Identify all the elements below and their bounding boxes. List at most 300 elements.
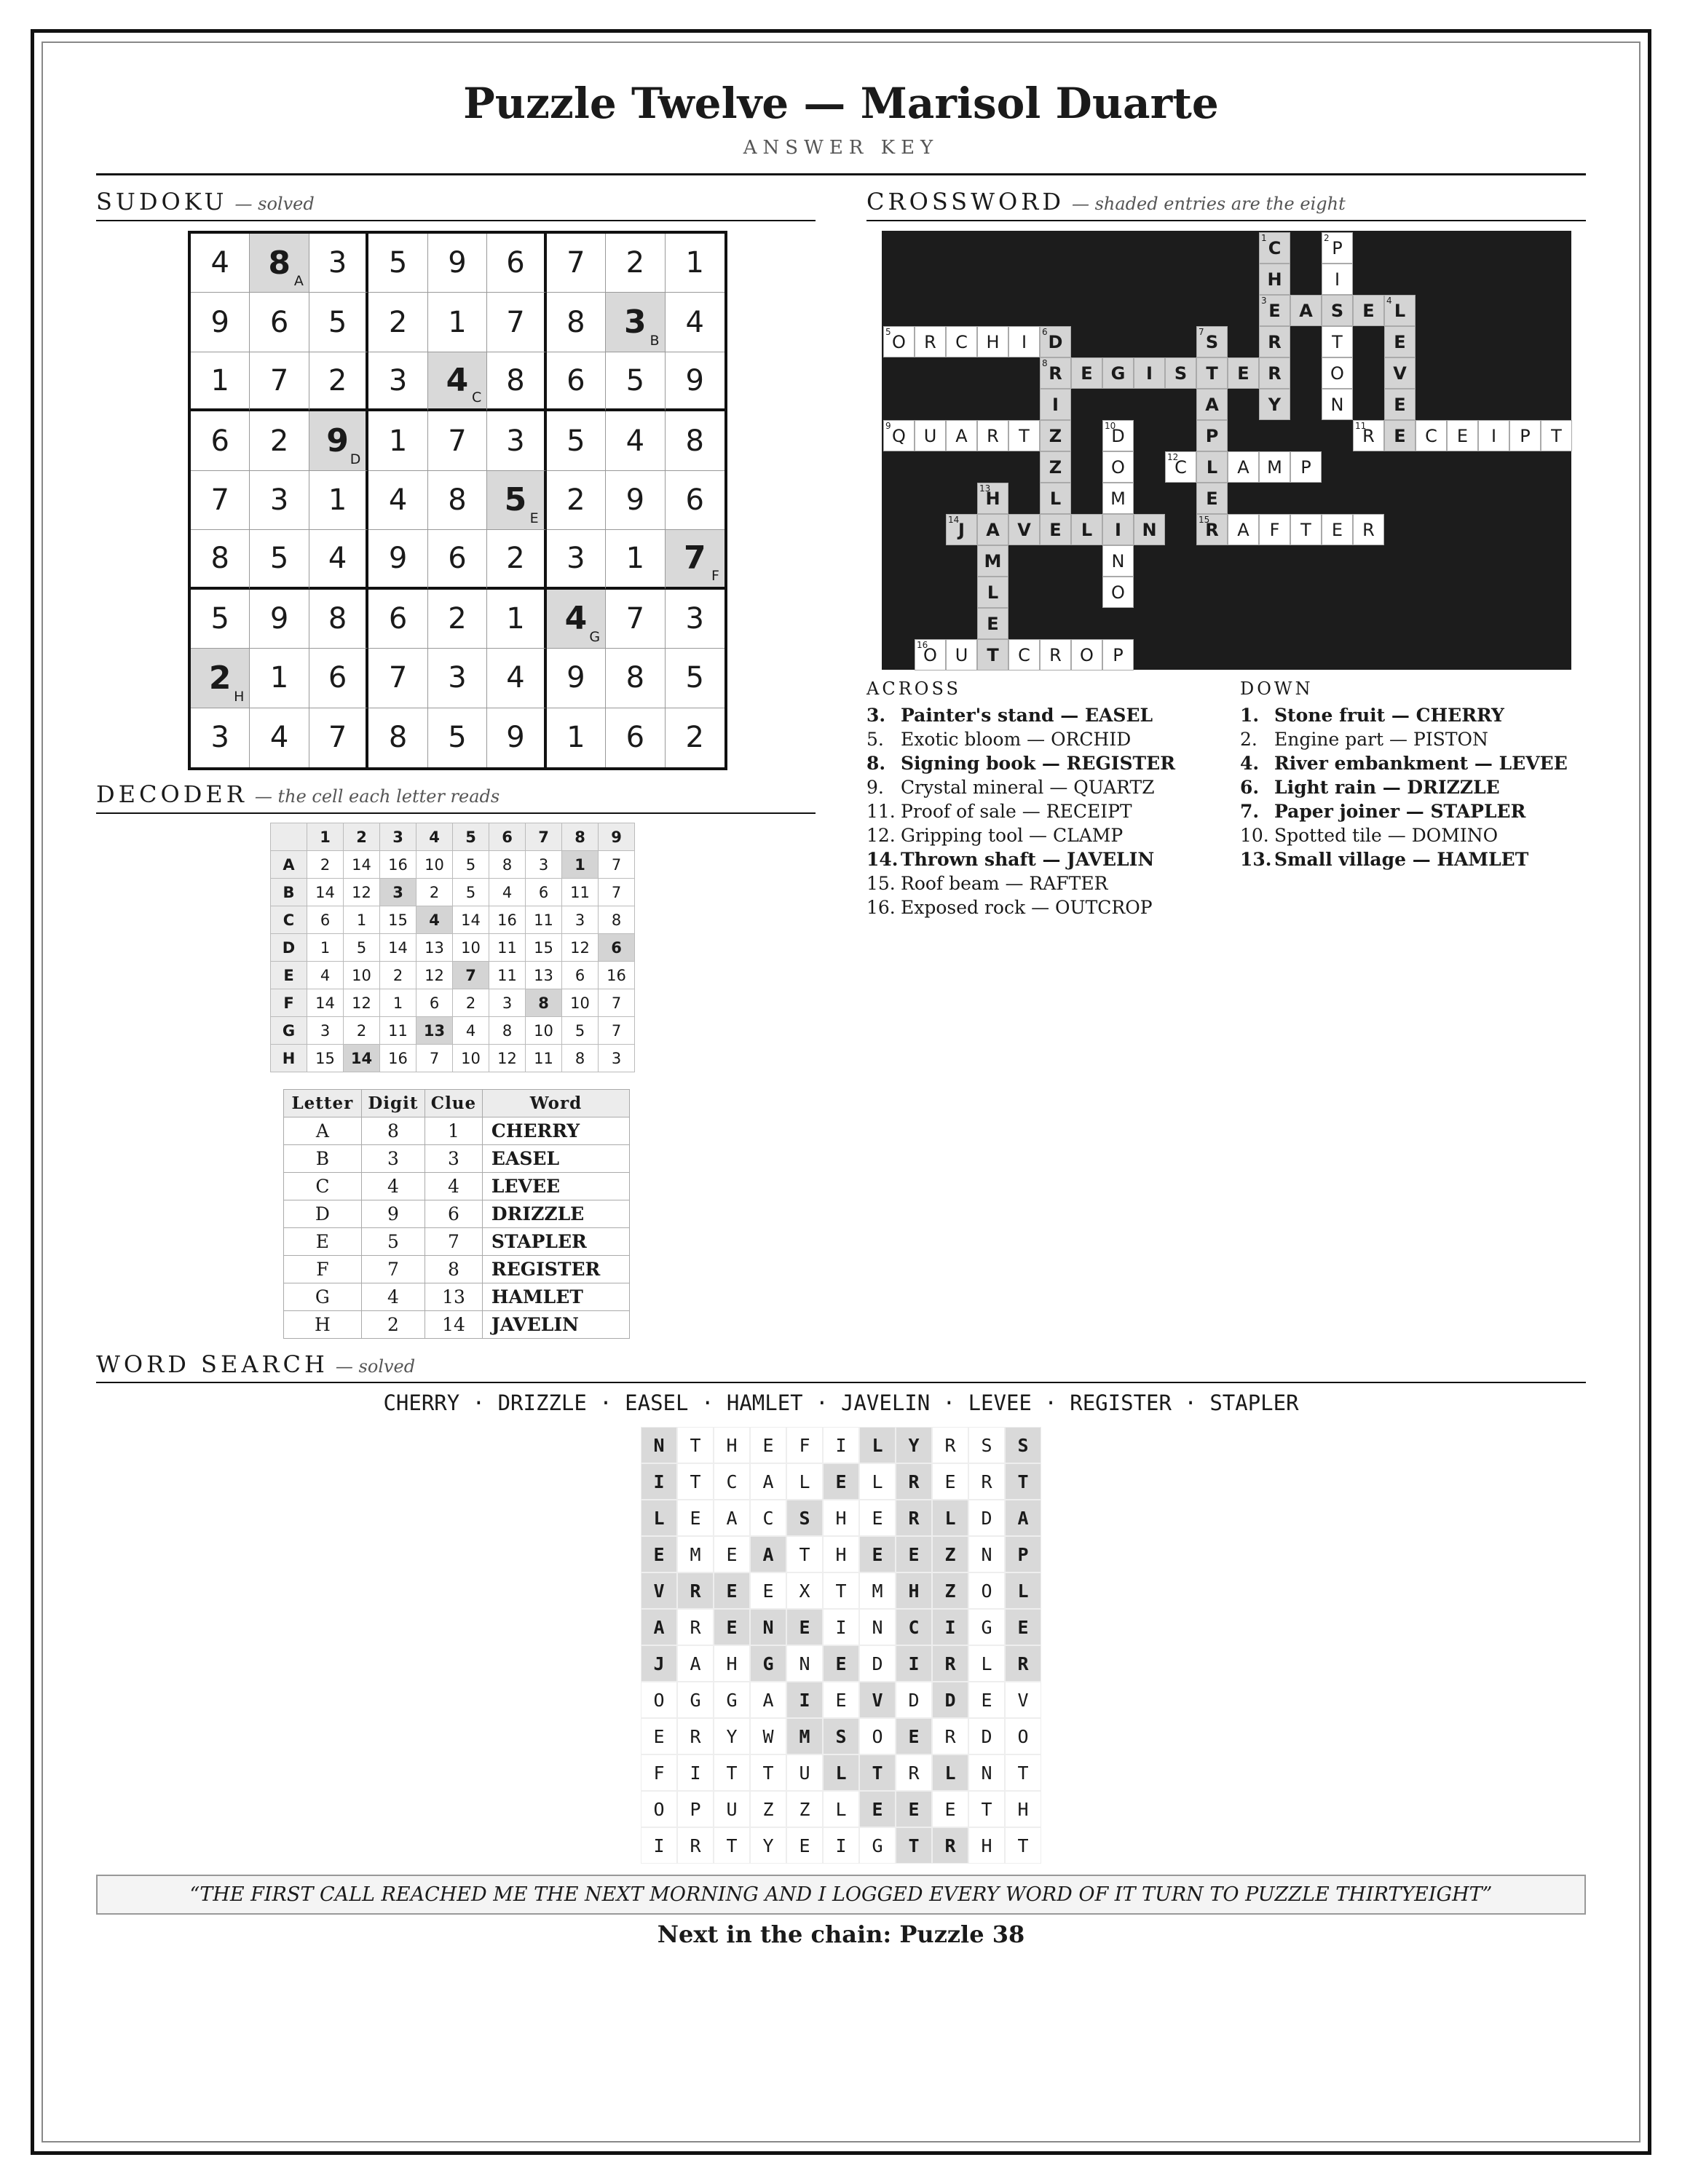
sudoku-cell bbox=[487, 708, 546, 767]
sudoku-cell bbox=[666, 293, 724, 352]
decoder-cell: 4 bbox=[307, 962, 344, 989]
crossword-letter: P bbox=[1332, 237, 1343, 258]
sudoku-digit: 4 bbox=[388, 483, 408, 517]
sudoku-letter: H bbox=[234, 688, 245, 705]
wordsearch-cell: I bbox=[823, 1827, 859, 1864]
crossword-letter: N bbox=[1330, 394, 1344, 415]
sudoku-cell bbox=[250, 530, 309, 589]
wordsearch-cell: V bbox=[859, 1682, 896, 1718]
sudoku-cell bbox=[191, 411, 250, 470]
wordsearch-cell: A bbox=[714, 1500, 750, 1536]
crossword-letter: D bbox=[1111, 425, 1125, 446]
sudoku-cell bbox=[547, 293, 606, 352]
wordsearch-cell: R bbox=[932, 1827, 968, 1864]
crossword-letter: R bbox=[1268, 363, 1282, 384]
decoder-cell: 12 bbox=[416, 962, 453, 989]
decoder-row bbox=[271, 934, 635, 962]
wordsearch-cell: C bbox=[750, 1500, 786, 1536]
crossword-cell bbox=[1102, 514, 1134, 545]
decoder-cell: 3 bbox=[307, 1017, 344, 1045]
decoder-cell: 3 bbox=[489, 989, 526, 1017]
crossword-cell bbox=[1040, 451, 1071, 483]
crossword-letter: A bbox=[1237, 519, 1249, 540]
wordsearch-cell: A bbox=[750, 1536, 786, 1572]
sudoku-cell bbox=[309, 530, 368, 589]
wordsearch-cell: D bbox=[932, 1682, 968, 1718]
wordsearch-cell: T bbox=[750, 1754, 786, 1791]
sudoku-cell bbox=[606, 708, 665, 767]
sudoku-digit: 2 bbox=[566, 483, 585, 517]
key-row bbox=[284, 1200, 630, 1228]
crossword-number: 14 bbox=[948, 515, 960, 525]
key-cell: H bbox=[284, 1311, 362, 1339]
decoder-cell: 8 bbox=[562, 1045, 599, 1072]
sudoku-cell bbox=[547, 530, 606, 589]
sudoku-digit: 2 bbox=[269, 424, 289, 458]
wordsearch-cell: R bbox=[677, 1827, 714, 1864]
wordsearch-cell: L bbox=[968, 1645, 1005, 1682]
sudoku-cell bbox=[250, 352, 309, 411]
wordsearch-cell: T bbox=[786, 1536, 823, 1572]
sudoku-letter: B bbox=[649, 332, 660, 349]
crossword-letter: I bbox=[1115, 519, 1121, 540]
wordsearch-cell: H bbox=[823, 1500, 859, 1536]
wordsearch-cell: O bbox=[968, 1572, 1005, 1609]
crossword-number: 9 bbox=[885, 421, 891, 431]
crossword-number: 1 bbox=[1261, 233, 1267, 243]
crossword-cell bbox=[1259, 389, 1290, 420]
sudoku-digit: 4 bbox=[685, 305, 704, 339]
wordsearch-cell: T bbox=[823, 1572, 859, 1609]
crossword-heading-text: CROSSWORD bbox=[866, 188, 1065, 215]
wordsearch-cell: D bbox=[968, 1718, 1005, 1754]
wordsearch-cell: E bbox=[896, 1791, 932, 1827]
crossword-letter: H bbox=[985, 488, 1000, 509]
decoder-row-label: D bbox=[271, 934, 307, 962]
decoder-cell: 16 bbox=[380, 851, 416, 879]
sudoku-cell bbox=[428, 471, 487, 530]
wordsearch-cell: E bbox=[823, 1682, 859, 1718]
crossword-cell bbox=[1102, 545, 1134, 577]
key-cell: B bbox=[284, 1145, 362, 1173]
crossword-letter: V bbox=[1017, 519, 1031, 540]
sudoku-cell bbox=[368, 411, 427, 470]
crossword-cell bbox=[1071, 357, 1102, 389]
crossword-cell bbox=[1259, 232, 1290, 264]
decoder-cell: 12 bbox=[344, 989, 380, 1017]
crossword-letter: O bbox=[1080, 644, 1094, 665]
clue-text: Light rain — DRIZZLE bbox=[1274, 777, 1500, 798]
decoder-cell: 5 bbox=[453, 879, 489, 906]
decoder-cell: 13 bbox=[416, 934, 453, 962]
crossword-letter: S bbox=[1174, 363, 1188, 384]
crossword-cell bbox=[946, 639, 977, 670]
sudoku-cell bbox=[250, 649, 309, 708]
decoder-row bbox=[271, 989, 635, 1017]
wordsearch-note: — solved bbox=[335, 1356, 416, 1377]
sudoku-grid bbox=[188, 231, 727, 770]
sudoku-cell bbox=[191, 708, 250, 767]
wordsearch-cell: E bbox=[714, 1572, 750, 1609]
crossword-letter: E bbox=[1331, 519, 1343, 540]
sudoku-cell bbox=[666, 530, 724, 589]
wordsearch-cell: E bbox=[932, 1791, 968, 1827]
sudoku-digit: 5 bbox=[566, 424, 585, 458]
key-cell: LEVEE bbox=[482, 1173, 629, 1200]
clue-item bbox=[1240, 777, 1500, 798]
decoder-cell: 8 bbox=[526, 989, 562, 1017]
sudoku-letter: A bbox=[293, 273, 304, 290]
sudoku-digit: 7 bbox=[448, 424, 467, 458]
crossword-letter: I bbox=[1334, 269, 1341, 290]
wordsearch-cell: R bbox=[968, 1463, 1005, 1500]
decoder-cell: 15 bbox=[307, 1045, 344, 1072]
crossword-letter: E bbox=[1206, 488, 1218, 509]
crossword-letter: C bbox=[1425, 425, 1437, 446]
word-list: CHERRY · DRIZZLE · EASEL · HAMLET · JAVELIN · LEVEE · REGISTER · STAPLER bbox=[383, 1390, 1299, 1415]
crossword-cell bbox=[1008, 420, 1040, 451]
wordsearch-cell: A bbox=[1005, 1500, 1041, 1536]
sudoku-cell bbox=[191, 590, 250, 649]
crossword-cell bbox=[1102, 483, 1134, 514]
clue-number: 11. bbox=[866, 801, 896, 822]
sudoku-cell bbox=[547, 411, 606, 470]
wordsearch-cell: E bbox=[750, 1572, 786, 1609]
decoder-rule bbox=[96, 812, 816, 814]
crossword-letter: M bbox=[1267, 456, 1282, 478]
clue-item bbox=[866, 897, 1153, 918]
clue-text: Small village — HAMLET bbox=[1274, 849, 1529, 870]
crossword-cell bbox=[1071, 514, 1102, 545]
decoder-col-header: 2 bbox=[344, 823, 380, 851]
crossword-letter: Z bbox=[1049, 425, 1062, 446]
crossword-cell bbox=[915, 420, 946, 451]
crossword-cell bbox=[1353, 295, 1384, 326]
sudoku-digit: 3 bbox=[448, 661, 467, 695]
clue-text: Stone fruit — CHERRY bbox=[1274, 705, 1504, 726]
wordsearch-cell: V bbox=[641, 1572, 677, 1609]
wordsearch-cell: I bbox=[786, 1682, 823, 1718]
decoder-col-header: 7 bbox=[526, 823, 562, 851]
sudoku-cell bbox=[487, 649, 546, 708]
sudoku-digit: 4 bbox=[210, 246, 229, 280]
decoder-cell: 10 bbox=[344, 962, 380, 989]
clue-number: 15. bbox=[866, 873, 896, 894]
sudoku-cell bbox=[250, 293, 309, 352]
crossword-letter: T bbox=[1300, 519, 1311, 540]
decoder-cell: 2 bbox=[453, 989, 489, 1017]
decoder-row-label: B bbox=[271, 879, 307, 906]
clue-item bbox=[1240, 849, 1528, 870]
decoder-cell: 3 bbox=[599, 1045, 635, 1072]
sudoku-cell bbox=[309, 352, 368, 411]
decoder-cell: 8 bbox=[489, 1017, 526, 1045]
sudoku-digit: 4 bbox=[564, 600, 588, 638]
key-table bbox=[283, 1089, 630, 1339]
sudoku-digit: 3 bbox=[506, 424, 525, 458]
sudoku-cell bbox=[368, 590, 427, 649]
crossword-letter: A bbox=[986, 519, 1000, 540]
clue-item bbox=[866, 825, 1123, 846]
crossword-cell bbox=[1322, 326, 1353, 357]
crossword-letter: T bbox=[1551, 425, 1562, 446]
sudoku-digit: 9 bbox=[506, 721, 525, 755]
key-cell: 9 bbox=[361, 1200, 425, 1228]
wordsearch-cell: E bbox=[786, 1827, 823, 1864]
clue-text: Exotic bloom — ORCHID bbox=[901, 729, 1132, 750]
crossword-cell bbox=[1008, 326, 1040, 357]
decoder-cell: 14 bbox=[344, 851, 380, 879]
wordsearch-cell: J bbox=[641, 1645, 677, 1682]
crossword-cell bbox=[1259, 514, 1290, 545]
crossword-cell bbox=[1134, 357, 1165, 389]
sudoku-cell bbox=[606, 293, 665, 352]
sudoku-cell bbox=[250, 234, 309, 293]
decoder-cell: 11 bbox=[562, 879, 599, 906]
crossword-letter: T bbox=[1019, 425, 1030, 446]
sudoku-digit: 8 bbox=[625, 661, 645, 695]
wordsearch-cell: T bbox=[714, 1827, 750, 1864]
crossword-number: 10 bbox=[1105, 421, 1116, 431]
sudoku-digit: 2 bbox=[208, 659, 232, 697]
decoder-header-row bbox=[271, 823, 635, 851]
sudoku-cell bbox=[191, 530, 250, 589]
key-row bbox=[284, 1311, 630, 1339]
wordsearch-cell: T bbox=[896, 1827, 932, 1864]
decoder-cell: 7 bbox=[416, 1045, 453, 1072]
wordsearch-cell: V bbox=[1005, 1682, 1041, 1718]
wordsearch-cell: E bbox=[859, 1791, 896, 1827]
sudoku-digit: 1 bbox=[625, 541, 645, 575]
wordsearch-cell: Z bbox=[750, 1791, 786, 1827]
sudoku-letter: C bbox=[471, 389, 482, 406]
decoder-cell: 12 bbox=[562, 934, 599, 962]
sudoku-digit: 9 bbox=[326, 422, 349, 460]
decoder-cell: 11 bbox=[489, 962, 526, 989]
sudoku-cell bbox=[547, 471, 606, 530]
wordsearch-cell: H bbox=[896, 1572, 932, 1609]
crossword-cell bbox=[1040, 420, 1071, 451]
crossword-cell bbox=[1040, 639, 1071, 670]
sudoku-cell bbox=[428, 708, 487, 767]
crossword-cell bbox=[915, 639, 946, 670]
sudoku-digit: 2 bbox=[328, 363, 347, 397]
sudoku-digit: 4 bbox=[625, 424, 645, 458]
sudoku-note: — solved bbox=[234, 194, 315, 214]
sudoku-cell bbox=[309, 411, 368, 470]
decoder-col-header: 5 bbox=[453, 823, 489, 851]
decoder-cell: 14 bbox=[344, 1045, 380, 1072]
crossword-cell bbox=[1008, 514, 1040, 545]
wordsearch-cell: O bbox=[859, 1718, 896, 1754]
crossword-cell bbox=[977, 577, 1008, 608]
clue-number: 13. bbox=[1240, 849, 1272, 870]
decoder-row bbox=[271, 962, 635, 989]
decoder-row-label: E bbox=[271, 962, 307, 989]
decoder-cell: 6 bbox=[599, 934, 635, 962]
crossword-cell bbox=[1322, 264, 1353, 295]
page-title: Puzzle Twelve — Marisol Duarte bbox=[463, 79, 1219, 128]
sudoku-digit: 6 bbox=[685, 483, 704, 517]
crossword-cell bbox=[1196, 357, 1228, 389]
page-subtitle: ANSWER KEY bbox=[743, 137, 939, 159]
key-cell: D bbox=[284, 1200, 362, 1228]
decoder-cell: 8 bbox=[599, 906, 635, 934]
wordsearch-heading bbox=[96, 1350, 415, 1378]
key-cell: 14 bbox=[425, 1311, 483, 1339]
sudoku-cell bbox=[428, 293, 487, 352]
crossword-letter: T bbox=[1206, 363, 1218, 384]
sudoku-digit: 8 bbox=[566, 305, 585, 339]
crossword-letter: E bbox=[987, 613, 999, 634]
sudoku-cell bbox=[547, 352, 606, 411]
sudoku-cell bbox=[606, 352, 665, 411]
key-cell: 4 bbox=[361, 1173, 425, 1200]
sudoku-cell bbox=[487, 530, 546, 589]
sudoku-cell bbox=[368, 234, 427, 293]
sudoku-digit: 6 bbox=[625, 721, 645, 755]
sudoku-cell bbox=[191, 293, 250, 352]
wordsearch-cell: L bbox=[641, 1500, 677, 1536]
sudoku-digit: 9 bbox=[685, 363, 704, 397]
sudoku-cell bbox=[368, 293, 427, 352]
key-cell: 8 bbox=[361, 1117, 425, 1145]
crossword-letter: O bbox=[923, 644, 937, 665]
decoder-col-header: 9 bbox=[599, 823, 635, 851]
sudoku-digit: 2 bbox=[448, 601, 467, 636]
crossword-letter: U bbox=[923, 425, 937, 446]
crossword-letter: A bbox=[1205, 394, 1219, 415]
sudoku-digit: 8 bbox=[210, 541, 229, 575]
sudoku-digit: 9 bbox=[566, 661, 585, 695]
decoder-cell: 2 bbox=[344, 1017, 380, 1045]
sudoku-cell bbox=[428, 590, 487, 649]
crossword-letter: N bbox=[1111, 550, 1125, 571]
wordsearch-cell: S bbox=[823, 1718, 859, 1754]
wordsearch-cell: A bbox=[677, 1645, 714, 1682]
sudoku-digit: 3 bbox=[328, 246, 347, 280]
decoder-row-label: A bbox=[271, 851, 307, 879]
crossword-letter: R bbox=[1049, 363, 1062, 384]
sudoku-cell bbox=[191, 352, 250, 411]
sudoku-letter: E bbox=[529, 510, 539, 527]
sudoku-digit: 1 bbox=[685, 246, 704, 280]
crossword-letter: C bbox=[1268, 237, 1282, 258]
sudoku-digit: 3 bbox=[685, 601, 704, 636]
key-cell: 3 bbox=[425, 1145, 483, 1173]
decoder-cell: 10 bbox=[416, 851, 453, 879]
sudoku-digit: 7 bbox=[328, 721, 347, 755]
sudoku-cell bbox=[428, 649, 487, 708]
crossword-letter: R bbox=[1362, 519, 1375, 540]
wordsearch-cell: S bbox=[968, 1427, 1005, 1463]
crossword-letter: L bbox=[1394, 300, 1406, 321]
crossword-cell bbox=[1541, 420, 1572, 451]
crossword-number: 5 bbox=[885, 327, 891, 337]
decoder-cell: 5 bbox=[562, 1017, 599, 1045]
sudoku-digit: 1 bbox=[506, 601, 525, 636]
crossword-letter: E bbox=[1362, 300, 1375, 321]
wordsearch-cell: O bbox=[641, 1791, 677, 1827]
decoder-cell: 5 bbox=[453, 851, 489, 879]
clue-item bbox=[866, 777, 1155, 798]
wordsearch-cell: E bbox=[714, 1536, 750, 1572]
wordsearch-cell: H bbox=[714, 1427, 750, 1463]
crossword-cell bbox=[1322, 295, 1353, 326]
wordsearch-cell: F bbox=[786, 1427, 823, 1463]
wordsearch-cell: M bbox=[786, 1718, 823, 1754]
clue-item bbox=[866, 849, 1154, 870]
decoder-cell: 10 bbox=[453, 1045, 489, 1072]
decoder-cell: 13 bbox=[526, 962, 562, 989]
crossword-cell bbox=[1071, 639, 1102, 670]
clue-text: Spotted tile — DOMINO bbox=[1274, 825, 1499, 846]
crossword-cell bbox=[1040, 389, 1071, 420]
decoder-row bbox=[271, 879, 635, 906]
key-cell: 7 bbox=[425, 1228, 483, 1256]
crossword-letter: C bbox=[1018, 644, 1030, 665]
sudoku-digit: 6 bbox=[269, 305, 289, 339]
sudoku-digit: 4 bbox=[328, 541, 347, 575]
wordsearch-cell: N bbox=[968, 1754, 1005, 1791]
crossword-number: 7 bbox=[1199, 327, 1204, 337]
crossword-letter: L bbox=[1081, 519, 1093, 540]
decoder-cell: 16 bbox=[489, 906, 526, 934]
sudoku-cell bbox=[666, 234, 724, 293]
sudoku-digit: 9 bbox=[269, 601, 289, 636]
decoder-cell: 11 bbox=[526, 1045, 562, 1072]
decoder-cell: 14 bbox=[380, 934, 416, 962]
clue-number: 7. bbox=[1240, 801, 1260, 822]
crossword-number: 8 bbox=[1042, 358, 1048, 368]
sudoku-cell bbox=[487, 234, 546, 293]
wordsearch-cell: T bbox=[714, 1754, 750, 1791]
key-header: Word bbox=[482, 1090, 629, 1117]
key-cell: JAVELIN bbox=[482, 1311, 629, 1339]
decoder-row-label: C bbox=[271, 906, 307, 934]
crossword-cell bbox=[1259, 451, 1290, 483]
crossword-cell bbox=[1353, 514, 1384, 545]
wordsearch-cell: D bbox=[859, 1645, 896, 1682]
crossword-number: 15 bbox=[1199, 515, 1210, 525]
crossword-letter: Z bbox=[1049, 456, 1062, 478]
wordsearch-cell: X bbox=[786, 1572, 823, 1609]
wordsearch-cell: L bbox=[859, 1463, 896, 1500]
wordsearch-cell: I bbox=[823, 1427, 859, 1463]
wordsearch-cell: D bbox=[968, 1500, 1005, 1536]
key-cell: 4 bbox=[425, 1173, 483, 1200]
clue-item bbox=[866, 705, 1153, 726]
crossword-cell bbox=[1259, 264, 1290, 295]
crossword-cell bbox=[946, 420, 977, 451]
wordsearch-cell: E bbox=[641, 1536, 677, 1572]
crossword-cell bbox=[1102, 420, 1134, 451]
quote-box: “THE FIRST CALL REACHED ME THE NEXT MORNING AND I LOGGED EVERY WORD OF IT TURN TO PUZZLE THIRTYEIGHT” bbox=[96, 1875, 1586, 1915]
decoder-col-header: 3 bbox=[380, 823, 416, 851]
wordsearch-cell: T bbox=[1005, 1827, 1041, 1864]
crossword-cell bbox=[1259, 357, 1290, 389]
wordsearch-cell: Z bbox=[786, 1791, 823, 1827]
sudoku-cell bbox=[309, 293, 368, 352]
wordsearch-cell: D bbox=[896, 1682, 932, 1718]
crossword-cell bbox=[1196, 451, 1228, 483]
crossword-number: 4 bbox=[1386, 296, 1392, 306]
crossword-letter: O bbox=[892, 331, 906, 352]
clue-number: 5. bbox=[866, 729, 884, 750]
decoder-cell: 4 bbox=[453, 1017, 489, 1045]
crossword-letter: T bbox=[987, 644, 999, 665]
clue-text: Exposed rock — OUTCROP bbox=[901, 897, 1153, 918]
